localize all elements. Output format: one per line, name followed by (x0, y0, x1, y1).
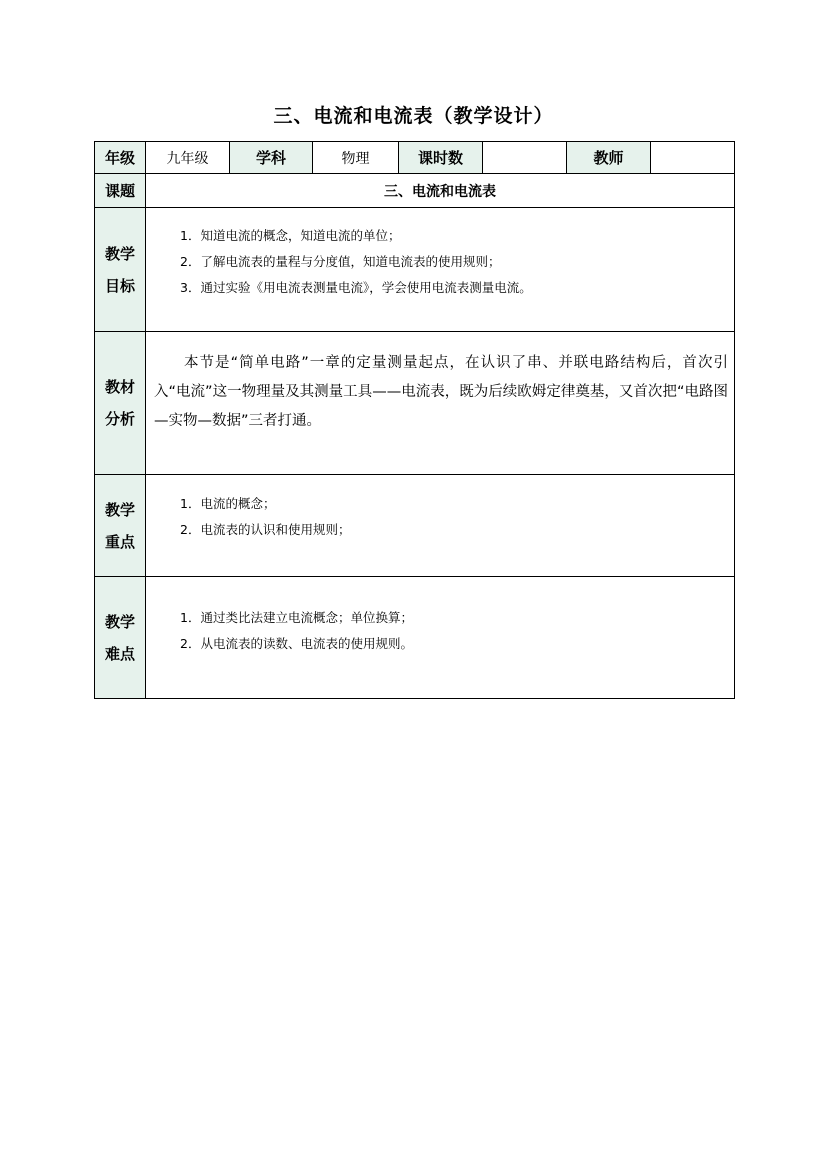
key-points-label-line1: 教学 (104, 500, 135, 519)
class-hours-value (483, 142, 567, 174)
difficulty-item: 2．从电流表的读数、电流表的使用规则。 (180, 636, 413, 651)
topic-label: 课题 (95, 174, 146, 208)
grade-value: 九年级 (146, 142, 230, 174)
lesson-plan-table (94, 141, 735, 699)
difficulty-item: 1．通过类比法建立电流概念；单位换算； (180, 610, 413, 625)
objective-item: 3．通过实验《用电流表测量电流》，学会使用电流表测量电流。 (180, 280, 532, 295)
header-row (95, 142, 735, 174)
key-points-label-line2: 重点 (104, 532, 135, 551)
teacher-label: 教师 (567, 142, 651, 174)
key-point-item: 2．电流表的认识和使用规则； (180, 522, 351, 537)
objectives-label (95, 208, 146, 332)
subject-label: 学科 (230, 142, 313, 174)
analysis-text: 本节是“简单电路”一章的定量测量起点，在认识了串、并联电路结构后，首次引入“电流”这一物理量及其测量工具——电流表，既为后续欧姆定律奠基，又首次把“电路图—实物—数据”三者打通。 (154, 355, 728, 429)
objectives-label-line1: 教学 (104, 244, 135, 263)
document-title: 三、电流和电流表（教学设计） (273, 105, 554, 127)
grade-label: 年级 (95, 142, 146, 174)
key-points-row (95, 475, 735, 577)
objective-item: 1．知道电流的概念，知道电流的单位； (180, 228, 401, 243)
teacher-value (651, 142, 735, 174)
objectives-content (146, 208, 735, 332)
key-point-item: 1．电流的概念； (180, 496, 276, 511)
topic-value: 三、电流和电流表 (146, 174, 735, 208)
difficulties-label-line2: 难点 (104, 644, 135, 663)
difficulties-label-line1: 教学 (104, 612, 135, 631)
key-points-content (146, 475, 735, 577)
objectives-row (95, 208, 735, 332)
analysis-content (146, 332, 735, 475)
analysis-label-line1: 教材 (104, 378, 135, 396)
difficulties-content (146, 577, 735, 699)
subject-value: 物理 (313, 142, 399, 174)
key-points-label (95, 475, 146, 577)
analysis-label (95, 332, 146, 475)
topic-row (95, 174, 735, 208)
difficulties-row (95, 577, 735, 699)
objective-item: 2．了解电流表的量程与分度值，知道电流表的使用规则； (180, 254, 501, 269)
analysis-row (95, 332, 735, 475)
objectives-label-line2: 目标 (104, 276, 135, 295)
class-hours-label: 课时数 (399, 142, 483, 174)
difficulties-label (95, 577, 146, 699)
analysis-label-line2: 分析 (104, 410, 135, 428)
